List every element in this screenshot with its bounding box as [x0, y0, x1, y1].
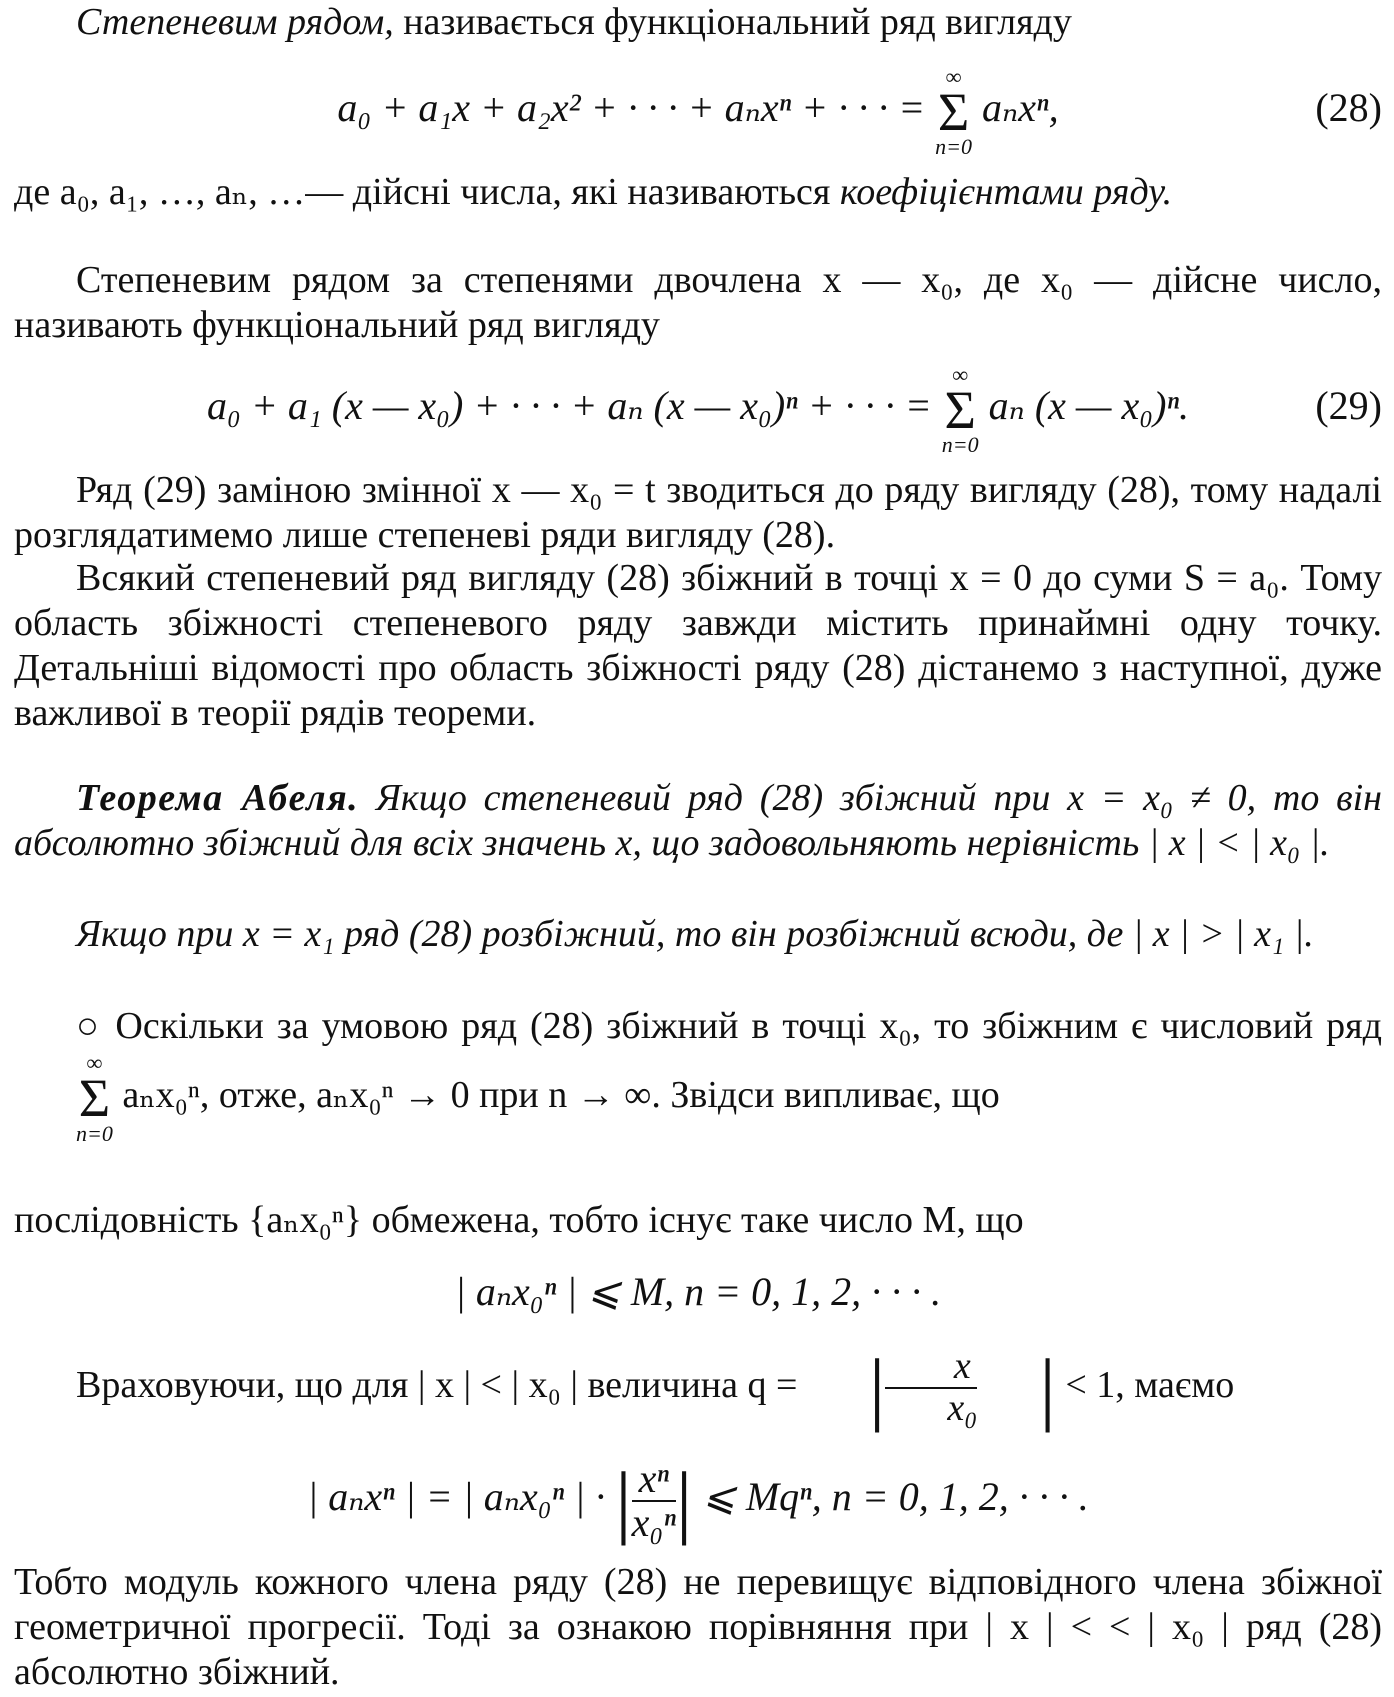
equation-29 — [14, 356, 1382, 456]
sum-lower-limit: n=0 — [76, 1120, 113, 1146]
paragraph-conclusion: Тобто модуль кожного члена ряду (28) не перевищує відповідного члена збіжної геометричної прогресії. Тоді за ознакою порівняння при | x | < < | x₀ | ряд (28) абсолютно збіжний. — [14, 1561, 1382, 1693]
equation-bound: | aₙx₀ⁿ | ⩽ M, n = 0, 1, 2, · · · . — [454, 1269, 942, 1314]
equation-29-lhs: a₀ + a₁ (x — x₀) + · · · + aₙ (x — x₀)ⁿ + · · · = — [206, 383, 932, 428]
paragraph-coefficients — [14, 170, 1382, 215]
equation-number-29: (29) — [1315, 383, 1382, 428]
proof-text-after-sum: aₙx₀ⁿ, отже, aₙx₀ⁿ → 0 при n → ∞. Звідси випливає, що — [122, 1074, 1000, 1117]
paragraph-binomial-series: Степеневим рядом за степенями двочлена x — x₀, де x₀ — дійсне число, називають функціональний ряд вигляду — [14, 259, 1382, 346]
theorem-title: Теорема Абеля. — [76, 777, 360, 819]
paragraph-substitution: Ряд (29) заміною змінної x — x₀ = t зводиться до ряду вигляду (28), тому надалі розглядатимемо лише степеневі ряди вигляду (28). — [14, 469, 1382, 556]
paragraph-abel-theorem-divergence: Якщо при x = x₁ ряд (28) розбіжний, то він розбіжний всюди, де | x | > | x₁ |. — [76, 913, 1314, 955]
sum-lower-limit: n=0 — [941, 432, 979, 458]
paragraph-bounded-sequence: послідовність {aₙx₀ⁿ} обмежена, тобто існує таке число M, що — [14, 1199, 1024, 1241]
paragraph-power-series-definition — [14, 0, 1382, 45]
equation-28 — [14, 62, 1382, 160]
sigma-glyph: Σ — [78, 1068, 111, 1128]
paragraph-proof-start — [14, 1000, 1382, 1145]
fraction-denominator: x₀ — [947, 1387, 978, 1430]
definition-text: називається функціональний ряд вигляду — [403, 1, 1072, 43]
sum-upper-limit: ∞ — [952, 361, 969, 387]
sum-upper-limit: ∞ — [86, 1050, 103, 1075]
sigma-glyph: Σ — [937, 81, 970, 142]
coefficients-text: де a₀, a₁, …, aₙ, …— дійсні числа, які називаються — [14, 171, 831, 213]
sum-symbol — [941, 361, 979, 458]
fraction-numerator: x — [953, 1345, 971, 1388]
sum-symbol — [935, 63, 973, 160]
paragraph-ratio-q — [14, 1340, 1382, 1434]
abs-bar-left: | — [868, 1342, 886, 1434]
abs-bar-right: | — [1039, 1342, 1056, 1434]
equation-29-rhs: aₙ (x — x₀)ⁿ. — [988, 383, 1190, 428]
abs-bar-left: | — [615, 1454, 632, 1546]
fraction-numerator: xⁿ — [638, 1455, 669, 1501]
equation-28-lhs: a₀ + a₁x + a₂x² + · · · + aₙxⁿ + · · · = — [337, 85, 926, 130]
sum-upper-limit: ∞ — [945, 63, 962, 89]
fraction-xn-over-x0n — [631, 1455, 676, 1545]
paragraph-convergence-region: Всякий степеневий ряд вигляду (28) збіжний в точці x = 0 до суми S = a₀. Тому область збіжності степеневого ряду завжди містить принаймні одну точку. Детальніші відомості про область збіжності ряду (28) дістанемо з наступної, дуже важливої в теорії рядів теореми. — [14, 557, 1382, 734]
equation-main-estimate — [14, 1442, 1382, 1552]
estimate-rhs: ⩽ Mqⁿ, n = 0, 1, 2, · · · . — [702, 1474, 1089, 1519]
equation-number-28: (28) — [1315, 85, 1382, 130]
term-coefficients: коефіцієнтами ряду. — [839, 171, 1173, 213]
term-power-series: Степеневим рядом, — [76, 1, 394, 43]
sum-lower-limit: n=0 — [935, 134, 973, 160]
theorem-statement: Якщо степеневий ряд (28) збіжний при x = x₀ ≠ 0, то він абсолютно збіжний для всіх значень x, що задовольняють нерівність | x | < | x₀ |. — [14, 777, 1383, 864]
ratio-text-before: Враховуючи, що для | x | < | x₀ | величина q = — [76, 1364, 798, 1406]
equation-28-rhs: aₙxⁿ, — [982, 85, 1059, 130]
abs-bar-right: | — [675, 1454, 693, 1546]
estimate-lhs: | aₙxⁿ | = | aₙx₀ⁿ | · — [307, 1474, 606, 1519]
sigma-glyph: Σ — [944, 379, 976, 440]
proof-text-before-sum: ○ Оскільки за умовою ряд (28) збіжний в точці x₀, то збіжним є числовий ряд — [76, 1005, 1382, 1047]
sum-symbol — [14, 1052, 113, 1145]
ratio-text-after: < 1, маємо — [1065, 1364, 1235, 1406]
fraction-x-over-x0 — [885, 1347, 977, 1429]
paragraph-abel-theorem — [14, 776, 1382, 866]
fraction-denominator: x₀ⁿ — [631, 1499, 676, 1545]
